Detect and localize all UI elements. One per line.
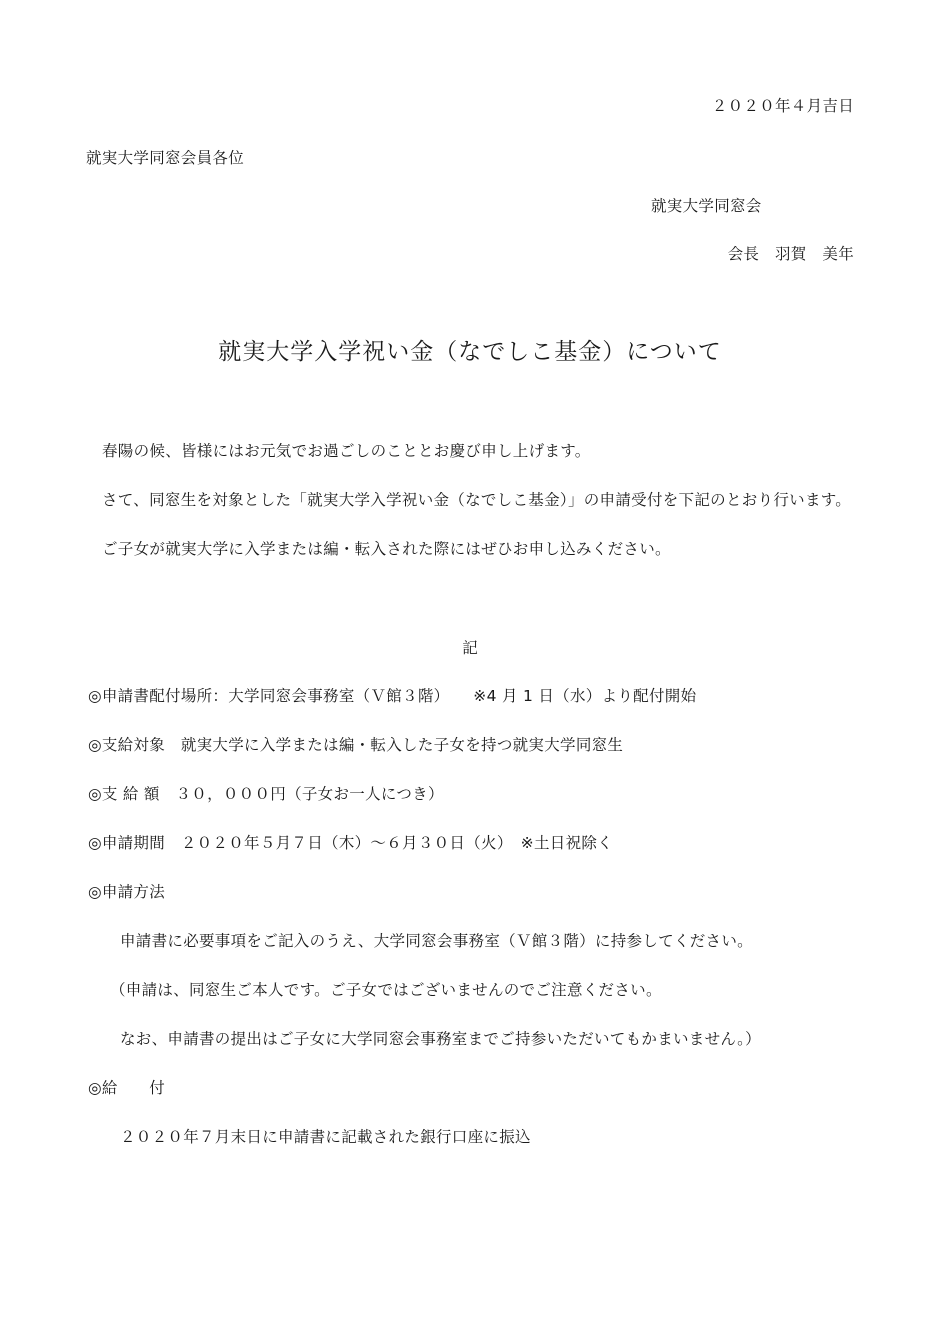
recipient: 就実大学同窓会員各位 bbox=[86, 149, 245, 167]
payment-heading: ◎給 付 bbox=[88, 1079, 166, 1097]
payment-details: ２０２０年７月末日に申請書に記載された銀行口座に振込 bbox=[120, 1128, 531, 1146]
distribution-location: ◎申請書配付場所：大学同窓会事務室（Ｖ館３階） ※4 月 1 日（水）より配付開始 bbox=[88, 687, 697, 705]
document-title: 就実大学入学祝い金（なでしこ基金）について bbox=[218, 339, 722, 365]
application-method-line-2: （申請は、同窓生ご本人です。ご子女ではございませんのでご注意ください。 bbox=[110, 981, 662, 999]
payment-amount: ◎支 給 額 ３０，０００円（子女お一人につき） bbox=[88, 785, 444, 803]
sender-organization: 就実大学同窓会 bbox=[651, 197, 762, 215]
intro-line-1: 春陽の候、皆様にはお元気でお過ごしのこととお慶び申し上げます。 bbox=[102, 442, 591, 460]
intro-line-2: さて、同窓生を対象とした「就実大学入学祝い金（なでしこ基金）」の申請受付を下記のとおり行います。 bbox=[102, 491, 852, 509]
application-method-heading: ◎申請方法 bbox=[88, 883, 166, 901]
sender-name: 会長 羽賀 美年 bbox=[727, 245, 854, 263]
ki-heading: 記 bbox=[462, 639, 478, 657]
application-method-line-1: 申請書に必要事項をご記入のうえ、大学同窓会事務室（Ｖ館３階）に持参してください。 bbox=[120, 932, 753, 950]
issue-date: ２０２０年４月吉日 bbox=[711, 97, 854, 115]
eligibility: ◎支給対象 就実大学に入学または編・転入した子女を持つ就実大学同窓生 bbox=[88, 736, 624, 754]
intro-line-3: ご子女が就実大学に入学または編・転入された際にはぜひお申し込みください。 bbox=[102, 540, 671, 558]
application-period: ◎申請期間 ２０２０年５月７日（木）～６月３０日（火） ※土日祝除く bbox=[88, 834, 613, 852]
application-method-line-3: なお、申請書の提出はご子女に大学同窓会事務室までご持参いただいてもかまいません。） bbox=[120, 1030, 761, 1048]
